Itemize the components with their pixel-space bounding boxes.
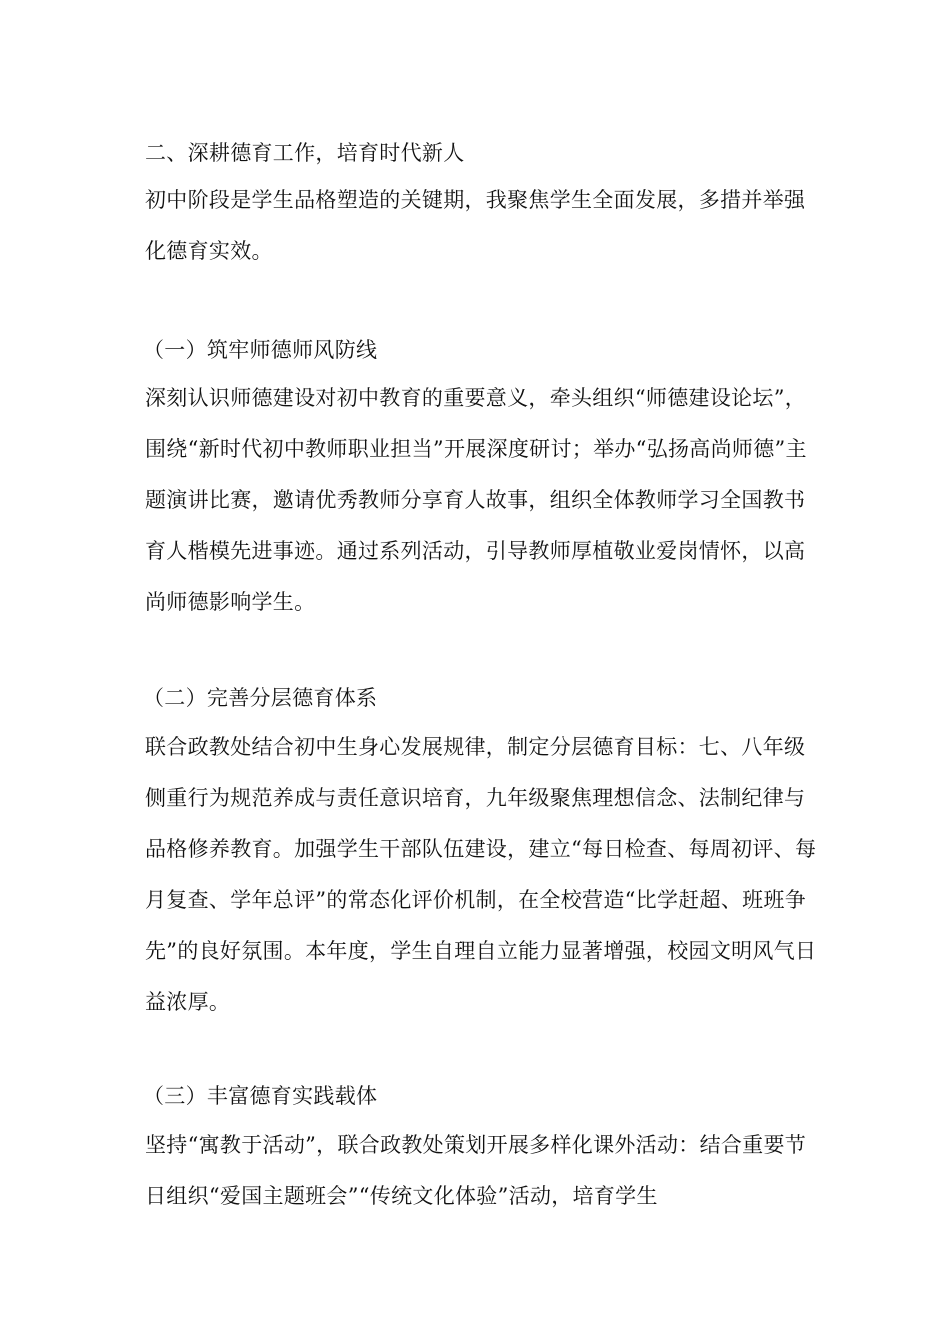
subsection-body-3: 坚持“寓教于活动”，联合政教处策划开展多样化课外活动：结合重要节日组织“爱国主题班会”“传统文化体验”活动，培育学生 bbox=[145, 1133, 807, 1208]
section-title: 二、深耕德育工作，培育时代新人 bbox=[145, 141, 465, 165]
subsection-body-1: 深刻认识师德建设对初中教育的重要意义，牵头组织“师德建设论坛”，围绕“新时代初中教师职业担当”开展深度研讨；举办“弘扬高尚师德”主题演讲比赛，邀请优秀教师分享育人故事，组织全体教师学习全国教书育人楷模先进事迹。通过系列活动，引导教师厚植敬业爱岗情怀，以高尚师德影响学生。 bbox=[145, 386, 807, 614]
subsection-title-1: （一）筑牢师德师风防线 bbox=[143, 338, 378, 362]
intro-paragraph: 初中阶段是学生品格塑造的关键期，我聚焦学生全面发展，多措并举强化德育实效。 bbox=[145, 188, 806, 263]
subsection-title-2: （二）完善分层德育体系 bbox=[143, 686, 378, 710]
subsection-title-3: （三）丰富德育实践载体 bbox=[143, 1084, 378, 1108]
subsection-body-2: 联合政教处结合初中生身心发展规律，制定分层德育目标：七、八年级侧重行为规范养成与责任意识培育，九年级聚焦理想信念、法制纪律与品格修养教育。加强学生干部队伍建设，建立“每日检查、每周初评、每月复查、学年总评”的常态化评价机制，在全校营造“比学赶超、班班争先”的良好氛围。本年度，学生自理自立能力显著增强，校园文明风气日益浓厚。 bbox=[145, 735, 817, 1014]
